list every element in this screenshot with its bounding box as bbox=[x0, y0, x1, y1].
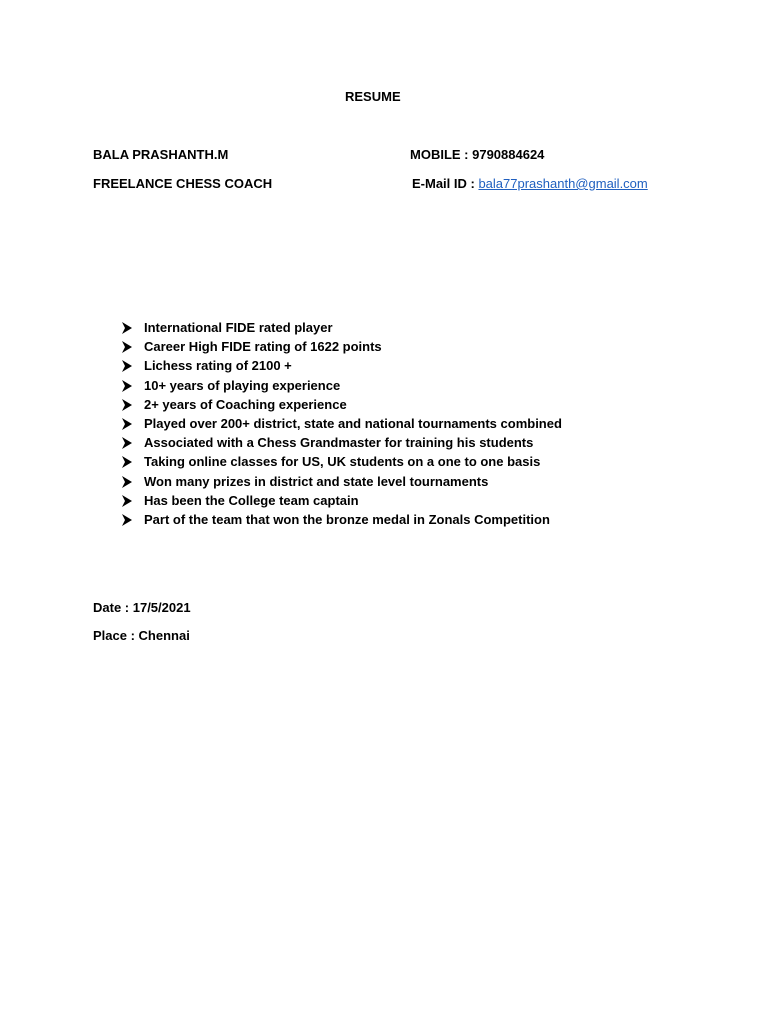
arrowhead-bullet-icon bbox=[120, 359, 134, 373]
applicant-name: BALA PRASHANTH.M bbox=[93, 147, 229, 162]
email-line bbox=[412, 176, 648, 192]
achievement-text: Taking online classes for US, UK students on a one to one basis bbox=[144, 454, 541, 470]
arrowhead-bullet-icon bbox=[120, 321, 134, 335]
email-link[interactable]: bala77prashanth@gmail.com bbox=[478, 176, 648, 191]
achievement-text: Played over 200+ district, state and national tournaments combined bbox=[144, 415, 562, 431]
achievement-text: 10+ years of playing experience bbox=[144, 377, 341, 393]
arrowhead-bullet-icon bbox=[120, 475, 134, 489]
achievement-text: Associated with a Chess Grandmaster for training his students bbox=[144, 435, 534, 451]
applicant-role: FREELANCE CHESS COACH bbox=[93, 176, 273, 191]
arrowhead-bullet-icon bbox=[120, 494, 134, 508]
arrowhead-bullet-icon bbox=[120, 417, 134, 431]
achievement-text: Won many prizes in district and state level tournaments bbox=[144, 473, 489, 489]
achievement-text: 2+ years of Coaching experience bbox=[144, 396, 347, 412]
place-line: Place : Chennai bbox=[93, 628, 190, 643]
page-title: RESUME bbox=[345, 89, 401, 104]
achievement-text: Lichess rating of 2100 + bbox=[144, 358, 292, 374]
mobile-number: MOBILE : 9790884624 bbox=[410, 147, 545, 162]
achievement-text: Part of the team that won the bronze medal in Zonals Competition bbox=[144, 511, 550, 527]
arrowhead-bullet-icon bbox=[120, 398, 134, 412]
achievement-text: International FIDE rated player bbox=[144, 320, 333, 335]
achievement-text: Career High FIDE rating of 1622 points bbox=[144, 339, 382, 355]
date-line: Date : 17/5/2021 bbox=[93, 600, 191, 615]
arrowhead-bullet-icon bbox=[120, 436, 134, 450]
arrowhead-bullet-icon bbox=[120, 513, 134, 527]
arrowhead-bullet-icon bbox=[120, 455, 134, 469]
arrowhead-bullet-icon bbox=[120, 340, 134, 354]
email-label: E-Mail ID : bbox=[412, 176, 479, 191]
arrowhead-bullet-icon bbox=[120, 379, 134, 393]
achievement-text: Has been the College team captain bbox=[144, 492, 359, 508]
